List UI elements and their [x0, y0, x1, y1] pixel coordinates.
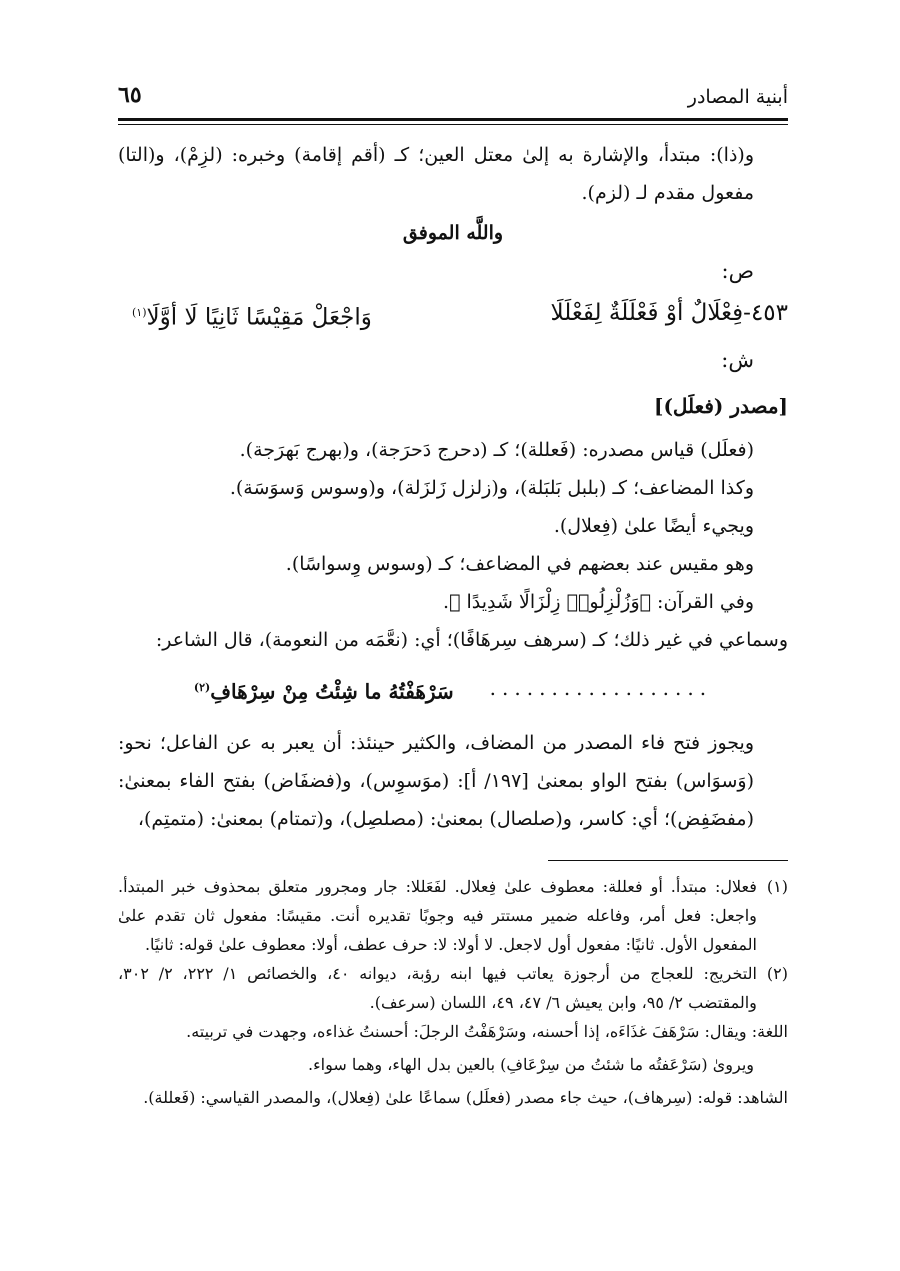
- poem-dots: ..................: [489, 675, 713, 700]
- intro-paragraph: و(ذا): مبتدأ، والإشارة به إلىٰ معتل العين؛ كـ (أقم إقامة) وخبره: (لزِمْ)، و(التا) مفعول مقدم لـ (لزم).: [118, 144, 754, 204]
- verse-first-hemistich: ٤٥٣-فِعْلَالٌ أوْ فَعْلَلَةٌ لِفَعْلَلَا: [550, 300, 788, 326]
- poem-footnote-ref: (٢): [193, 680, 211, 694]
- running-title: أبنية المصادر: [687, 86, 788, 108]
- footnote-2-number: (٢): [766, 964, 788, 983]
- body-line-5: وفي القرآن: ﴿وَزُلْزِلُوا۟ زِلْزَالًا شَدِيدًا ﴾.: [443, 590, 754, 613]
- poem-text: سَرْهَفْتُهُ ما شِئْتُ مِنْ سِرْهَافِ: [210, 679, 454, 704]
- shin-label: ش:: [721, 347, 754, 372]
- section-heading: [مصدر (فعلَل)]: [653, 393, 788, 418]
- body-line-3: ويجيء أيضًا علىٰ (فِعلال).: [553, 514, 754, 537]
- body-line-2: وكذا المضاعف؛ كـ (بلبل بَلبَلة)، و(زلزل زَلزَلة)، و(وسوس وَسوَسَة).: [229, 476, 754, 499]
- footnote-1-number: (١): [766, 877, 788, 896]
- closing-phrase: واللَّه الموفق: [402, 222, 504, 244]
- page-number: ٦٥: [118, 82, 142, 108]
- footnote-separator: [548, 860, 788, 861]
- footnote-2: [118, 959, 788, 1017]
- verse-second-hemistich-wrap: [132, 290, 372, 341]
- verse-second-hemistich: وَاجْعَلْ مَقِيْسًا ثَانِيًا لَا أوَّلَا: [146, 304, 372, 331]
- footnote-1-text: فعلال: مبتدأ. أو فعللة: معطوف علىٰ فِعلال. لفَعَللا: جار ومجرور متعلق بمحذوف خبر المبتدأ. واجعل: فعل أمر، وفاعله ضمير مستتر فيه وجوبًا تقديره أنت. مقيسًا: مفعول ثان تقدم علىٰ المفعول الأول. ثانيًا: مفعول أول لاجعل. لا أولا: لا: حرف عطف، أولا: معطوف علىٰ قوله: ثانيًا.: [118, 877, 757, 954]
- footnote-lugha: اللغة: ويقال: سَرْهَفَ غذَاءَه، إذا أحسنه، وسَرْهَفْتُ الرجلَ: أحسنتُ غذاءه، وجهدت في تربيته.: [186, 1022, 788, 1041]
- poem-text-wrap: [194, 669, 454, 711]
- header-rule-thick: [118, 118, 788, 121]
- footnotes: [118, 872, 788, 1116]
- body-line-1: (فعلَل) قياس مصدره: (فَعللة)؛ كـ (دحرج دَحرَجة)، و(بهرج بَهرَجة).: [239, 438, 754, 461]
- footnote-yurwa: ويروىٰ (سَرْعَفتُه ما شئتُ من سِرْعَافِ) بالعين بدل الهاء، وهما سواء.: [308, 1055, 754, 1074]
- footnote-2-text: التخريج: للعجاج من أرجوزة يعاتب فيها ابنه رؤبة، ديوانه ٤٠، والخصائص ١/ ٢٢٢، ٢/ ٣٠٢، والمقتضب ٢/ ٩٥، وابن يعيش ٦/ ٤٧، ٤٩، اللسان (سرعف).: [118, 964, 757, 1012]
- verse-footnote-ref: (١): [132, 306, 147, 319]
- page-header: [118, 82, 788, 112]
- header-rule-thin: [118, 124, 788, 125]
- body-line-6: وسماعي في غير ذلك؛ كـ (سرهف سِرهَافًا)؛ أي: (نعَّمَه من النعومة)، قال الشاعر:: [155, 628, 788, 651]
- footnote-shahid: الشاهد: قوله: (سِرهاف)، حيث جاء مصدر (فعلَل) سماعًا علىٰ (فِعلال)، والمصدر القياسي: (فَعللة).: [143, 1088, 788, 1107]
- poem-line: [118, 669, 788, 711]
- sad-label: ص:: [721, 259, 754, 283]
- body-line-4: وهو مقيس عند بعضهم في المضاعف؛ كـ (وسوس وِسواسًا).: [285, 552, 754, 575]
- main-text: [118, 136, 788, 838]
- footnote-1: [118, 872, 788, 959]
- final-paragraph: ويجوز فتح فاء المصدر من المضاف، والكثير حينئذ: أن يعبر به عن الفاعل؛ نحو: (وَسوَاس) بفتح الواو بمعنىٰ [١٩٧/ أ]: (موَسوِس)، و(فضفَاض) بفتح الفاء بمعنىٰ: (مفضَفِض)؛ أي: كاسر، و(صلصال) بمعنىٰ: (مصلصِل)، و(تمتام) بمعنىٰ: (متمتِم)،: [118, 732, 754, 831]
- verse-453: [118, 290, 788, 341]
